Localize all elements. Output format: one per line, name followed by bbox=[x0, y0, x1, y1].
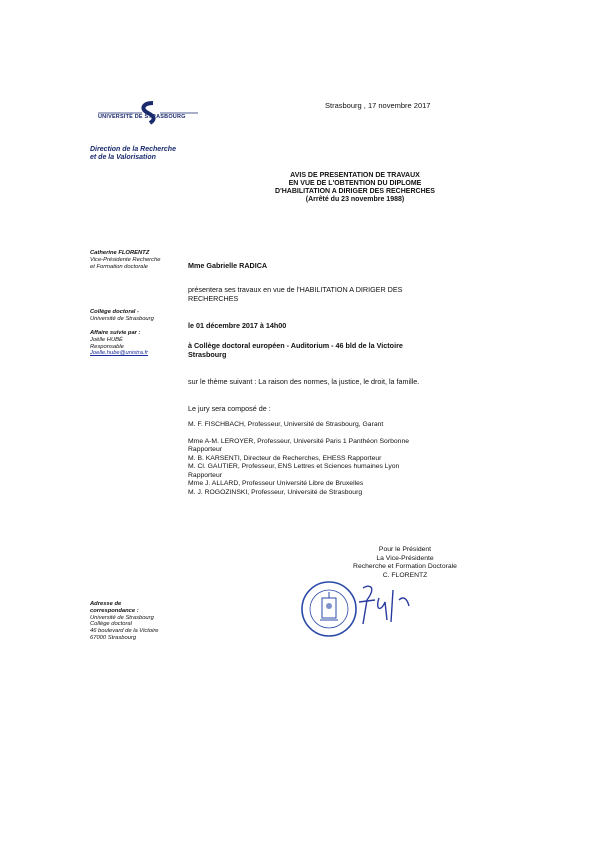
logo-text: UNIVERSITÉ DE STRASBOURG bbox=[98, 114, 186, 120]
jury-list bbox=[188, 421, 488, 497]
jury-member: M. J. ROGOZINSKI, Professeur, Université de Strasbourg bbox=[188, 488, 363, 496]
logo-swoosh-icon bbox=[98, 101, 198, 141]
candidate-name: Mme Gabrielle RADICA bbox=[188, 261, 268, 270]
letter-date: Strasbourg , 17 novembre 2017 bbox=[325, 101, 431, 110]
jury-member: Mme A-M. LEROYER, Professeur, Université Paris 1 Panthéon Sorbonne bbox=[188, 437, 409, 445]
contact-email-link[interactable]: Joelle.hube@unistra.fr bbox=[90, 350, 149, 357]
university-logo bbox=[98, 101, 198, 141]
university-seal-icon bbox=[300, 580, 358, 638]
jury-member: M. Cl. GAUTIER, Professeur, ENS Lettres et Sciences humaines Lyon bbox=[188, 463, 400, 470]
handwritten-signature bbox=[355, 580, 415, 630]
jury-member: Rapporteur bbox=[188, 471, 223, 479]
presentation-text: présentera ses travaux en vue de l'HABILITATION A DIRIGER DES RECHERCHES bbox=[188, 285, 403, 303]
direction-label: Direction de la Recherche et de la Valorisation bbox=[90, 146, 176, 161]
correspondence-address: Adresse de correspondance : Université de Strasbourg Collège doctoral 46 boulevard de la Victoire 67000 Strasbourg bbox=[90, 601, 159, 641]
jury-member: M. F. FISCHBACH, Professeur, Université de Strasbourg, Garant bbox=[188, 421, 384, 428]
signature-block: Pour le Président La Vice-Présidente Recherche et Formation Doctorale C. FLORENTZ bbox=[353, 546, 457, 579]
jury-member: Rapporteur bbox=[188, 446, 223, 453]
defense-location: à Collège doctoral européen - Auditorium - 46 bld de la Victoire Strasbourg bbox=[188, 341, 403, 359]
jury-intro: Le jury sera composé de : bbox=[188, 404, 271, 413]
theme-text: sur le thème suivant : La raison des normes, la justice, le droit, la famille. bbox=[188, 377, 420, 386]
jury-member: Mme J. ALLARD, Professeur Université Libre de Bruxelles bbox=[188, 480, 364, 487]
college-block: Collège doctoral - Université de Strasbourg bbox=[90, 309, 154, 322]
defense-date: le 01 décembre 2017 à 14h00 bbox=[188, 321, 287, 330]
sender-block: Catherine FLORENTZ Vice-Présidente Recherche et Formation doctorale bbox=[90, 250, 161, 270]
jury-member: M. B. KARSENTI, Directeur de Recherches, EHESS Rapporteur bbox=[188, 454, 382, 462]
affaire-block: Affaire suivie par : Joëlle HUBÉ Responsable Joelle.hube@unistra.fr bbox=[90, 330, 200, 357]
document-title: AVIS DE PRESENTATION DE TRAVAUX EN VUE DE L'OBTENTION DU DIPLOME D'HABILITATION A DIRIGER DES RECHERCHES (Arrêté du 23 novembre 1988) bbox=[275, 172, 435, 203]
